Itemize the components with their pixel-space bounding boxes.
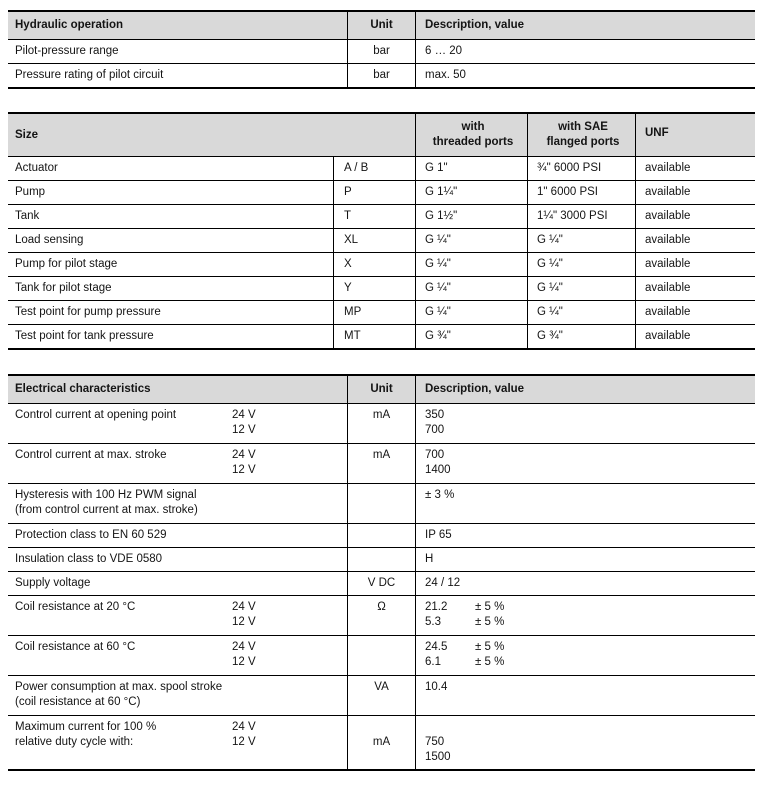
volt-label: 12 V	[232, 656, 256, 668]
param-name: Pressure rating of pilot circuit	[15, 69, 164, 81]
value-cell	[415, 596, 755, 635]
volt-label: 12 V	[232, 464, 256, 476]
unit-header: Unit	[347, 376, 415, 403]
param-cell	[8, 404, 347, 443]
param-name: Power consumption at max. spool stroke (coil resistance at 60 °C)	[15, 681, 223, 708]
description-header: Description, value	[415, 376, 755, 403]
unit-cell: Ω	[347, 596, 415, 635]
param-name: Insulation class to VDE 0580	[15, 553, 163, 565]
table-row	[8, 180, 755, 204]
port-code: XL	[333, 229, 415, 252]
resistance-value: 24.5	[425, 641, 448, 653]
unf-value: available	[635, 301, 755, 324]
hydraulic-title	[8, 12, 347, 39]
unit-cell	[347, 524, 415, 547]
electrical-characteristics-table	[8, 374, 755, 771]
value-cell: 6 … 20	[415, 40, 755, 63]
unit-cell	[347, 484, 415, 523]
param-cell	[8, 484, 347, 523]
param-cell	[8, 524, 347, 547]
volt-label: 12 V	[232, 616, 256, 628]
table-row	[8, 483, 755, 523]
value-cell	[415, 636, 755, 675]
param-cell	[8, 64, 347, 87]
tolerance: ± 5 %	[475, 616, 505, 628]
threaded-value: G ¾"	[415, 325, 527, 348]
table-row	[8, 715, 755, 769]
port-name: Test point for tank pressure	[15, 330, 154, 342]
table-row	[8, 595, 755, 635]
table-row	[8, 300, 755, 324]
sae-ports-header: with SAE flanged ports	[527, 114, 635, 156]
electrical-title	[8, 376, 347, 403]
port-name: Tank	[15, 210, 40, 222]
volt-label: 12 V	[232, 424, 256, 436]
value-cell: 24 / 12	[415, 572, 755, 595]
table-row	[8, 324, 755, 348]
value-cell: IP 65	[415, 524, 755, 547]
unit-cell: mA	[347, 716, 415, 769]
port-name: Test point for pump pressure	[15, 306, 161, 318]
port-name: Load sensing	[15, 234, 84, 246]
voltage-variants	[232, 720, 256, 769]
unit-cell: VA	[347, 676, 415, 715]
electrical-header-row	[8, 376, 755, 403]
value-line	[425, 615, 749, 630]
sae-value: G ¼"	[527, 277, 635, 300]
table-row	[8, 276, 755, 300]
port-name: Pump	[15, 186, 46, 198]
param-cell	[8, 676, 347, 715]
unit-cell: mA	[347, 404, 415, 443]
table-row	[8, 156, 755, 180]
value-line: 750	[425, 736, 445, 748]
param-name: Hysteresis with 100 Hz PWM signal (from control current at max. stroke)	[15, 489, 198, 516]
resistance-value: 21.2	[425, 601, 448, 613]
sae-value: 1¼" 3000 PSI	[527, 205, 635, 228]
hydraulic-title-label: Hydraulic operation	[15, 19, 123, 31]
tolerance: ± 5 %	[475, 656, 505, 668]
table-row	[8, 204, 755, 228]
port-code: T	[333, 205, 415, 228]
voltage-variants	[232, 408, 256, 443]
hydraulic-header-row	[8, 12, 755, 39]
unit-header: Unit	[347, 12, 415, 39]
threaded-value: G 1½"	[415, 205, 527, 228]
port-code: X	[333, 253, 415, 276]
voltage-variants	[232, 600, 256, 635]
param-name: Coil resistance at 20 °C	[15, 601, 136, 613]
tolerance: ± 5 %	[475, 601, 505, 613]
volt-label: 24 V	[232, 601, 256, 613]
value-cell	[415, 484, 755, 523]
unf-header: UNF	[635, 114, 755, 156]
volt-label: 24 V	[232, 721, 256, 733]
unf-value: available	[635, 277, 755, 300]
threaded-ports-header: with threaded ports	[415, 114, 527, 156]
unf-value: available	[635, 181, 755, 204]
unf-value: available	[635, 205, 755, 228]
hydraulic-operation-table	[8, 10, 755, 89]
port-code: Y	[333, 277, 415, 300]
port-code: P	[333, 181, 415, 204]
port-code: A / B	[333, 157, 415, 180]
volt-label: 24 V	[232, 449, 256, 461]
value-cell	[415, 716, 755, 769]
param-cell	[8, 716, 347, 769]
value-cell	[415, 404, 755, 443]
unf-value: available	[635, 157, 755, 180]
unf-value: available	[635, 229, 755, 252]
unit-cell: bar	[347, 64, 415, 87]
value-line: 700	[425, 424, 445, 436]
param-name: Protection class to EN 60 529	[15, 529, 167, 541]
table-row	[8, 635, 755, 675]
value-line: 350	[425, 409, 445, 421]
volt-label: 24 V	[232, 641, 256, 653]
sae-value: 1" 6000 PSI	[527, 181, 635, 204]
sae-value: G ¾"	[527, 325, 635, 348]
param-name: Coil resistance at 60 °C	[15, 641, 136, 653]
table-row	[8, 547, 755, 571]
threaded-value: G 1"	[415, 157, 527, 180]
value-cell: H	[415, 548, 755, 571]
value-cell: 10.4	[415, 676, 755, 715]
table-row	[8, 675, 755, 715]
port-name: Tank for pilot stage	[15, 282, 112, 294]
port-code: MP	[333, 301, 415, 324]
unf-value: available	[635, 253, 755, 276]
param-cell	[8, 636, 347, 675]
port-name: Pump for pilot stage	[15, 258, 118, 270]
table-row	[8, 39, 755, 63]
size-table	[8, 112, 755, 350]
description-header: Description, value	[415, 12, 755, 39]
unf-value: available	[635, 325, 755, 348]
voltage-variants	[232, 448, 256, 483]
port-code: MT	[333, 325, 415, 348]
resistance-value: 5.3	[425, 616, 441, 628]
sae-value: G ¼"	[527, 301, 635, 324]
param-cell	[8, 596, 347, 635]
param-name: Supply voltage	[15, 577, 91, 589]
unit-cell	[347, 636, 415, 675]
sae-value: G ¼"	[527, 229, 635, 252]
param-cell	[8, 572, 347, 595]
value-line: 1500	[425, 751, 451, 763]
table-row	[8, 443, 755, 483]
tolerance: ± 5 %	[475, 641, 505, 653]
value-line: ± 3 %	[425, 489, 455, 501]
value-cell	[415, 444, 755, 483]
table-row	[8, 571, 755, 595]
voltage-variants	[232, 640, 256, 675]
unit-cell	[347, 548, 415, 571]
value-line	[425, 640, 749, 655]
value-line	[425, 600, 749, 615]
sae-value: G ¼"	[527, 253, 635, 276]
table-row	[8, 523, 755, 547]
electrical-title-label: Electrical characteristics	[15, 383, 151, 395]
resistance-value: 6.1	[425, 656, 441, 668]
value-cell: max. 50	[415, 64, 755, 87]
param-cell	[8, 548, 347, 571]
size-header-row	[8, 114, 755, 156]
volt-label: 24 V	[232, 409, 256, 421]
unit-cell: mA	[347, 444, 415, 483]
table-row	[8, 228, 755, 252]
table-row	[8, 252, 755, 276]
threaded-value: G 1¼"	[415, 181, 527, 204]
port-name: Actuator	[15, 162, 58, 174]
value-line: 1400	[425, 464, 451, 476]
volt-label: 12 V	[232, 736, 256, 748]
param-name: Maximum current for 100 % relative duty cycle with:	[15, 721, 157, 748]
unit-cell: V DC	[347, 572, 415, 595]
unit-cell: bar	[347, 40, 415, 63]
threaded-value: G ¼"	[415, 253, 527, 276]
threaded-value: G ¼"	[415, 229, 527, 252]
sae-value: ¾" 6000 PSI	[527, 157, 635, 180]
table-row	[8, 63, 755, 87]
threaded-value: G ¼"	[415, 277, 527, 300]
param-name: Pilot-pressure range	[15, 45, 119, 57]
table-row	[8, 403, 755, 443]
value-line: 700	[425, 449, 445, 461]
param-name: Control current at opening point	[15, 409, 177, 421]
param-cell	[8, 40, 347, 63]
param-name: Control current at max. stroke	[15, 449, 167, 461]
param-cell	[8, 444, 347, 483]
threaded-value: G ¼"	[415, 301, 527, 324]
size-title	[8, 114, 415, 156]
size-title-label: Size	[15, 128, 39, 141]
value-line	[425, 655, 749, 670]
datasheet-page	[0, 10, 760, 771]
